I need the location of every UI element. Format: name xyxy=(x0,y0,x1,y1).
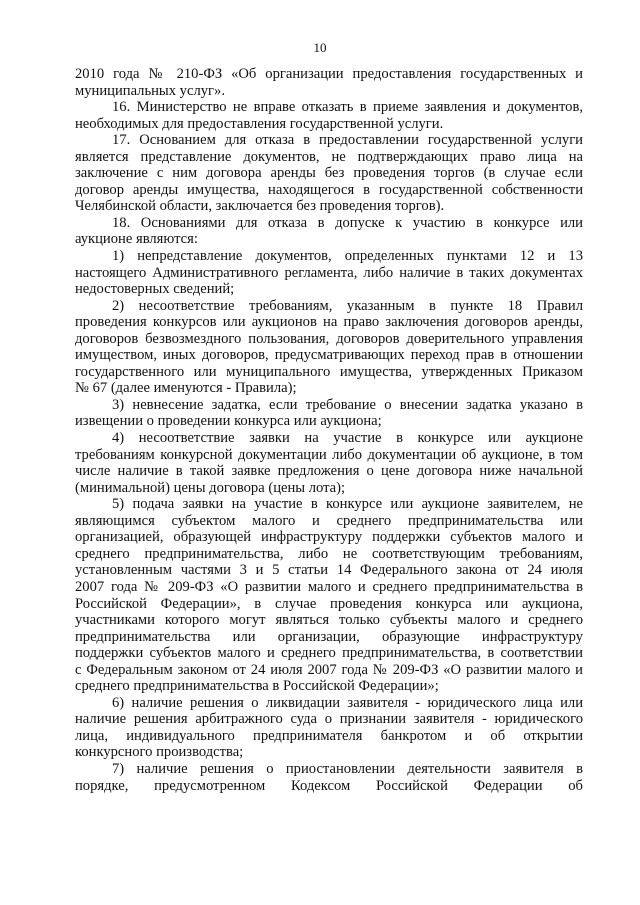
text-line: числе наличие в такой заявке предложения о цене договора ниже начальной xyxy=(75,463,583,480)
text-line: 5) подача заявки на участие в конкурсе или аукционе заявителем, не xyxy=(112,496,583,513)
text-line: 18. Основаниями для отказа в допуске к участию в конкурсе или xyxy=(112,214,583,231)
paragraph xyxy=(75,496,583,695)
text-line: настоящего Административного регламента, либо наличие в таких документах xyxy=(75,264,583,281)
text-line: 4) несоответствие заявки на участие в конкурсе или аукционе xyxy=(112,430,583,447)
text-line: 2) несоответствие требованиям, указанным в пункте 18 Правил xyxy=(112,297,583,314)
paragraph xyxy=(75,132,583,215)
text-line: извещении о проведении конкурса или аукциона; xyxy=(75,413,382,430)
text-line: имуществом, иных договоров, предусматривающих переход прав в отношении xyxy=(75,347,583,364)
paragraph xyxy=(75,248,583,298)
paragraph xyxy=(75,695,583,761)
text-line: 7) наличие решения о приостановлении деятельности заявителя в xyxy=(112,760,583,777)
paragraph xyxy=(75,298,583,397)
text-line: предпринимательства или организации, образующие инфраструктуру xyxy=(75,628,583,645)
text-line: 16. Министерство не вправе отказать в приеме заявления и документов, xyxy=(112,99,583,116)
text-line: Российской Федерации», в случае проведения конкурса или аукциона, xyxy=(75,595,583,612)
text-line: заключение с ним договора аренды без проведения торгов (в случае если xyxy=(75,165,583,182)
text-line: (минимальной) цены договора (цены лота); xyxy=(75,479,346,496)
text-line: 2010 года № 210-ФЗ «Об организации предоставления государственных и xyxy=(75,66,583,82)
text-line: порядке, предусмотренном Кодексом Российской Федерации об xyxy=(75,777,583,794)
text-line: конкурсного производства; xyxy=(75,744,244,761)
paragraph xyxy=(75,66,583,99)
text-line: являющимся субъектом малого и среднего предпринимательства или xyxy=(75,512,583,529)
text-line: 3) невнесение задатка, если требование о внесении задатка указано в xyxy=(112,396,583,413)
text-line: является представление документов, не подтверждающих право лица на xyxy=(75,148,583,165)
text-line: среднего предпринимательства в Российской Федерации»; xyxy=(75,678,439,695)
paragraph xyxy=(75,215,583,248)
text-line: договоров безвозмездного пользования, договоров доверительного управления xyxy=(75,330,583,347)
text-line: 17. Основанием для отказа в предоставлении государственной услуги xyxy=(112,132,583,149)
text-line: необходимых для предоставления государственной услуги. xyxy=(75,115,444,132)
text-line: поддержки субъектов малого и среднего предпринимательства, в соответствии xyxy=(75,645,583,662)
text-line: 2007 года № 209-ФЗ «О развитии малого и среднего предпринимательства в xyxy=(75,578,583,595)
paragraph xyxy=(75,761,583,794)
text-line: с Федеральным законом от 24 июля 2007 года № 209-ФЗ «О развитии малого и xyxy=(75,661,583,678)
text-line: государственного или муниципального имущества, утвержденных Приказом xyxy=(75,363,583,380)
text-line: наличие решения арбитражного суда о признании заявителя - юридического xyxy=(75,711,583,728)
text-line: № 67 (далее именуются - Правила); xyxy=(75,380,297,397)
text-line: организацией, образующей инфраструктуру поддержки субъектов малого и xyxy=(75,529,583,546)
text-line: установленным частями 3 и 5 статьи 14 Федерального закона от 24 июля xyxy=(75,562,583,579)
text-line: среднего предпринимательства, либо не соответствующим требованиям, xyxy=(75,545,583,562)
document-body xyxy=(75,66,583,794)
text-line: 1) непредставление документов, определенных пунктами 12 и 13 xyxy=(112,248,583,265)
text-line: участниками которого могут являться только субъекты малого и среднего xyxy=(75,612,583,629)
text-line: аукционе являются: xyxy=(75,231,198,248)
text-line: договор аренды имущества, находящегося в государственной собственности xyxy=(75,181,583,198)
text-line: недостоверных сведений; xyxy=(75,281,235,298)
text-line: проведения конкурсов или аукционов на право заключения договоров аренды, xyxy=(75,314,583,331)
text-line: требованиям конкурсной документации либо документации об аукционе, в том xyxy=(75,446,583,463)
paragraph xyxy=(75,99,583,132)
text-line: 6) наличие решения о ликвидации заявителя - юридического лица или xyxy=(112,694,583,711)
paragraph xyxy=(75,430,583,496)
page-number: 10 xyxy=(313,40,327,55)
paragraph xyxy=(75,397,583,430)
text-line: муниципальных услуг». xyxy=(75,82,225,99)
text-line: лица, индивидуального предпринимателя банкротом и об открытии xyxy=(75,727,583,744)
text-line: Челябинской области, заключается без проведения торгов). xyxy=(75,198,445,215)
